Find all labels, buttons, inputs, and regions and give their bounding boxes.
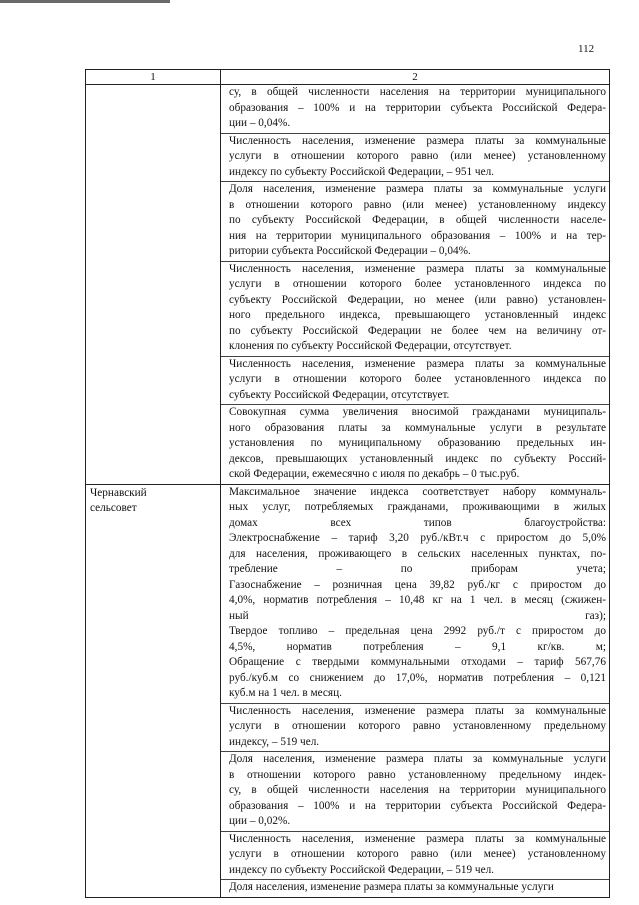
text-line: индексу, – 519 чел. [229,735,320,748]
text-line: субъекту Российской Федерации, но менее (или равно) установлен- [229,293,606,306]
text-line: руб./куб.м со снижением до 17,0%, норматив потребления – 0,121 [229,671,606,684]
text-line: индексу по субъекту Российской Федерации, – 951 чел. [229,165,494,178]
text-line: услуги в отношении которого более установленного индекса по [229,373,606,385]
text-line: для населения, проживающего в сельских населенных пунктах, по- [229,547,606,560]
municipality-name-line: сельсовет [90,502,137,514]
text-line: услуги в отношении которого равно установленному предельному [229,720,606,732]
table-row [86,484,610,897]
column-header-1: 1 [86,70,221,85]
text-line: ской Федерации, ежемесячно с июля по декабрь – 0 тыс.руб. [229,468,520,480]
indicator-text-cell [221,85,610,485]
text-line: субъекту Российской Федерации, отсутствует. [229,388,450,401]
text-line: клонения по субъекту Российской Федерации, отсутствует. [229,340,512,352]
text-line: Твердое топливо – предельная цена 2992 руб./т с приростом до [229,625,606,637]
indicator-paragraph [221,85,609,134]
indicator-paragraph [221,485,609,704]
text-line: Численность населения, изменение размера платы за коммунальные [229,832,606,845]
municipality-name-cell [86,85,221,485]
indicator-paragraph [221,832,609,881]
text-line: куб.м на 1 чел. в месяц. [229,687,342,699]
text-line: ных услуг, потребляемых гражданами, проживающими в жилых [229,501,606,513]
text-line: по субъекту Российской Федерации, в общей численности населе- [229,214,606,226]
text-line: установления по муниципальному образованию предельных ин- [229,437,606,449]
indicator-paragraph [221,752,609,832]
text-line: су, в общей численности населения на территории муниципального [229,784,606,796]
indicator-paragraph [221,357,609,406]
text-line: Максимальное значение индекса соответствует набору коммуналь- [229,485,606,498]
text-line: ции – 0,02%. [229,815,291,827]
text-line: ции – 0,04%. [229,117,291,129]
indicator-paragraph [221,262,609,357]
text-line: Электроснабжение – тариф 3,20 руб./кВт.ч с приростом до 5,0% [229,532,606,544]
text-line: Численность населения, изменение размера платы за коммунальные [229,357,606,370]
table-header-row [86,70,610,85]
text-line: Численность населения, изменение размера платы за коммунальные [229,262,606,275]
text-line: ного предельного индекса, превышающего установленный индекс [229,309,606,321]
indicator-paragraph [221,134,609,183]
indicator-paragraph [221,880,609,897]
municipal-index-table [85,69,610,898]
table-row [86,85,610,485]
text-line: услуги в отношении которого равно (или менее) установленному [229,848,606,860]
text-line: ритории субъекта Российской Федерации – 0,04%. [229,245,471,257]
text-line: по субъекту Российской Федерации не более чем на величину от- [229,324,606,337]
text-line: в отношении которого равно (или менее) установленному индексу [229,198,606,211]
text-line: образования – 100% и на территории субъекта Российской Федера- [229,799,606,812]
text-line: ния на территории муниципального образования – 100% и на тер- [229,229,606,242]
text-line: услуги в отношении которого более установленного индекса по [229,278,606,290]
scan-edge-line [0,0,170,3]
text-line: ный газ); [229,609,606,622]
text-line: требление – по приборам учета; [229,563,606,575]
indicator-paragraph [221,405,609,484]
text-line: 4,0%, норматив потребления – 10,48 кг на 1 чел. в месяц (сжижен- [229,594,606,606]
text-line: су, в общей численности населения на территории муниципального [229,86,606,98]
indicator-paragraph [221,182,609,262]
text-line: 4,5%, норматив потребления – 9,1 кг/кв. м; [229,640,606,653]
text-line: Численность населения, изменение размера платы за коммунальные [229,134,606,147]
indicator-text-cell [221,484,610,897]
municipality-name-line: Чернавский [90,486,147,499]
municipality-name-cell [86,484,221,897]
text-line: ного образования платы за коммунальные услуги в результате [229,421,606,434]
text-line: индексу по субъекту Российской Федерации, – 519 чел. [229,863,494,876]
text-line: образования – 100% и на территории субъекта Российской Федера- [229,101,606,114]
text-line: Численность населения, изменение размера платы за коммунальные [229,704,606,717]
text-line: Доля населения, изменение размера платы за коммунальные услуги [229,753,606,765]
text-line: Совокупная сумма увеличения вносимой гражданами муниципаль- [229,406,606,418]
indicator-paragraph [221,704,609,753]
text-line: Газоснабжение – розничная цена 39,82 руб./кг с приростом до [229,578,606,591]
text-line: Доля населения, изменение размера платы за коммунальные услуги [229,881,554,893]
text-line: дексов, превышающих установленный индекс по субъекту Россий- [229,452,606,465]
text-line: домах всех типов благоустройства: [229,516,606,529]
text-line: услуги в отношении которого равно (или менее) установленному [229,150,606,162]
column-header-2: 2 [221,70,610,85]
page-number: 112 [578,43,595,55]
text-line: в отношении которого равно установленному предельному индек- [229,768,606,781]
text-line: Обращение с твердыми коммунальными отходами – тариф 567,76 [229,656,606,668]
text-line: Доля населения, изменение размера платы за коммунальные услуги [229,183,606,195]
